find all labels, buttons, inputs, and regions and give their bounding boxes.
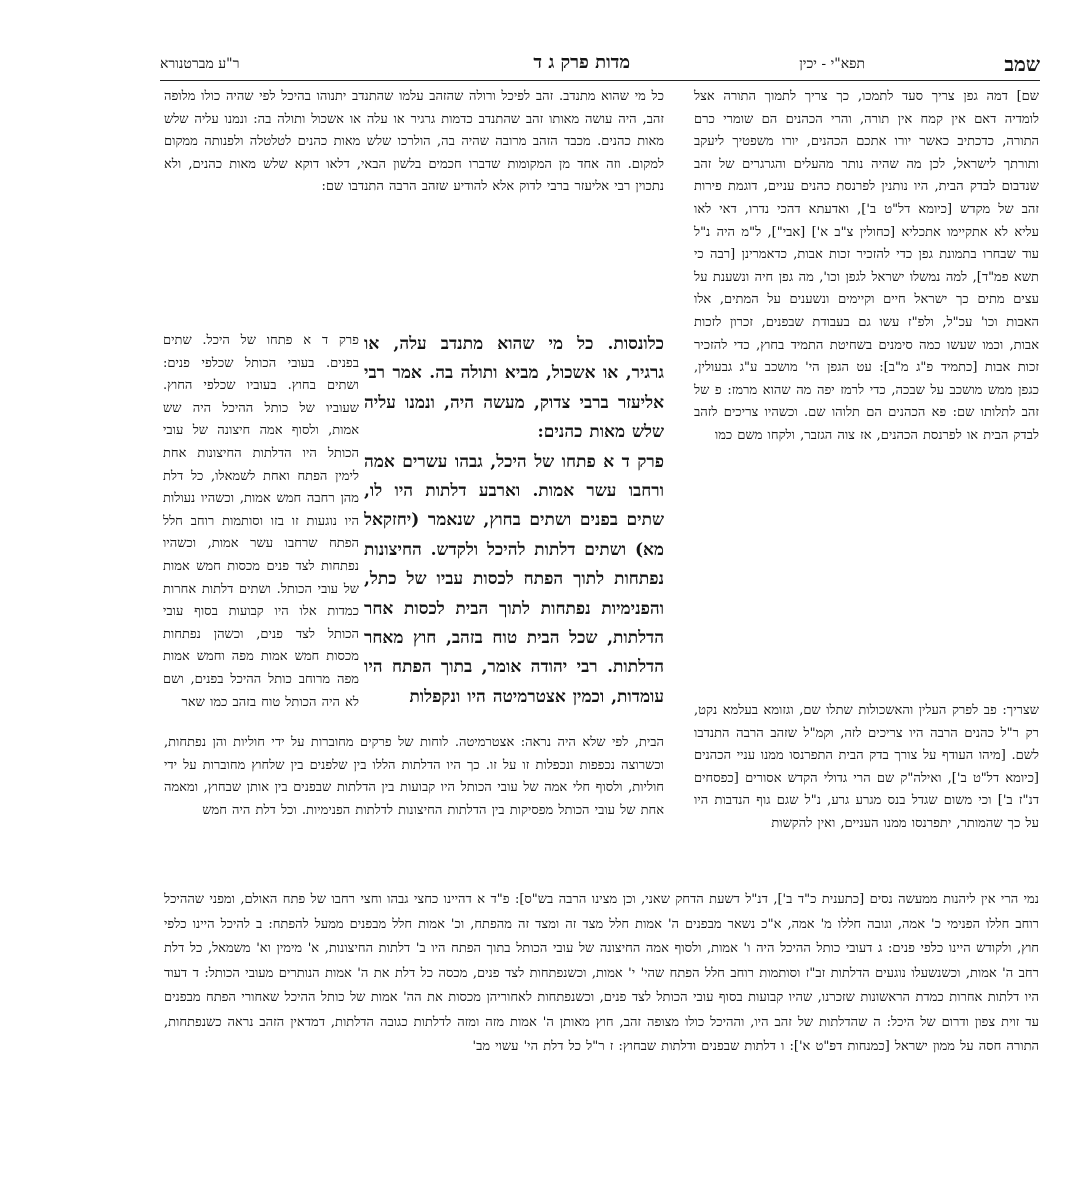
tractate-title: מדות פרק ג ד	[533, 52, 630, 73]
mishna-text	[364, 330, 664, 720]
commentary-label-yachin: תפא"י - יכין	[799, 56, 865, 72]
page-number: שמב	[1004, 52, 1040, 76]
bartenura-commentary-side	[163, 330, 359, 730]
yachin-commentary-lower	[694, 700, 1039, 836]
tifferet-text: נמי הרי אין ליהנות ממעשה נסים [כתענית כ"ד ב'], דנ"ל דשעת הדחק שאני, וכן מצינו הרבה בש"ס]: פ"ד א דהיינו כחצי גבהו וחצי רחבו של פתח האולם, ומפני שההיכל רוחב חללו הפנימי כ' אמה, וגובה חללו מ' אמה, א"כ נשאר מבפנים ה' אמות חלל מצד זה ומצד זה מהפתח, וכ' אמות חלל מבפנים ממעל להפתח: ב להיכל היינו כלפי חוץ, ולקודש היינו כלפי פנים: ג דעובי כותל ההיכל היה ו' אמות, ולסוף אמה החיצונה של עובי הכותל בתוך הפתח היו ב' דלתות החיצונות, א' מימין וא' משמאל, כל דלת רחב ה' אמות, וכשנשעלו נוגעים הדלתות זב"ז וסותמות רוחב חלל הפתח שהי' י' אמות, וכשנפתחות לצד פנים, מכסה כל דלת את ה' אמות הנותרים מעובי הכותל: ד דעוד היו דלתות אחרות כמדת הראשונות שזכרנו, שהיו קבועות בסוף עובי הכותל לצד פנים, וכשנפתחות לאחוריהן מכסות את הה' אמות של כותל ההיכל שאחורי הפתח מבפנים עד זוית צפון ודרום של היכל: ה שהדלתות של זהב היו, וההיכל כולו מצופה זהב, חוץ מאותן ה' אמות מזה ומזה לדלתות כגובה הדלתות, דמדאין הזהב נראה כשנפתחות, התורה חסה על ממון ישראל [כמנחות דפ"ט א']: ו דלתות שבפנים ודלתות שבחוץ: ז ר"ל כל דלת הי' עשוי מב'	[164, 892, 1039, 1054]
bartenura-commentary-top	[164, 86, 664, 199]
bartenura-text-bottom: הבית, לפי שלא היה נראה: אצטרמיטה. לוחות של פרקים מחוברות על ידי חוליות והן נפתחות, וכשרוצה נכפפות ונכפלות זו על זו. כך היו הדלתות הללו בין שלפנים בין שלחוץ מחוברות על ידי חוליות, ולסוף חלי אמה של עובי הכותל היו קבועות בין הדלתות שבפנים בין אותן שבחוץ, ומאמה אחת של עובי הכותל מפסיקות בין הדלתות החיצונות לדלתות הפנימיות. וכל דלת היה חמש	[164, 735, 664, 818]
header-rule	[160, 80, 1040, 81]
bartenura-commentary-bottom	[164, 732, 664, 884]
mishna-part-1: כלונסות. כל מי שהוא מתנדב עלה, או גרגיר, או אשכול, מביא ותולה בה. אמר רבי אליעזר ברבי צדוק, מעשה היה, ונמנו עליה שלש מאות כהנים:	[364, 334, 664, 443]
tifferet-commentary	[164, 888, 1039, 1138]
running-header	[160, 52, 1040, 78]
yachin-commentary-upper	[694, 86, 1039, 448]
commentary-label-bartenura: ר"ע מברטנורא	[160, 56, 240, 72]
bartenura-text-top: כל מי שהוא מתנדב. זהב לפיכל ורולה שהזהב עלמו שהתנדב יתנוהו בהיכל לפי שהיה כולו מלופה זהב, היה עושה מאותו זהב שהתנדב כדמות גרגיר או עלה או אשכול ותולה בה: ונמנו עליה שלש מאות כהנים. מכבד הזהב מרובה שהיה בה, הולרכו שלש מאות כהנים לטלטלה ולפנותה ממקום למקום. וזה אחד מן המקומות שדברו חכמים בלשון הבאי, דלאו דוקא שלש מאות כהנים, ולא נתכוין רבי אליעזר ברבי לדוק אלא להודיע שזהב הרבה התנדבו שם:	[164, 89, 664, 195]
mishna-part-2: פרק ד א פתחו של היכל, גבהו עשרים אמה ורחבו עשר אמות. וארבע דלתות היו לו, שתים בפנים ושתים בחוץ, שנאמר (יחזקאל מא) ושתים דלתות להיכל ולקדש. החיצונות נפתחות לתוך הפתח לכסות עביו של כתל, והפנימיות נפתחות לתוך הבית לכסות אחר הדלתות, שכל הבית טוח בזהב, חוץ מאחר הדלתות. רבי יהודה אומר, בתוך הפתח היו עומדות, וכמין אצטרמיטה היו ונקפלות	[364, 451, 664, 707]
yachin-text-upper: שם] דמה גפן צריך סעד לתמכו, כך צריך לתמוך התורה אצל לומדיה דאם אין קמח אין תורה, והרי הכהנים הם שומרי כרם התורה, כדכתיב כאשר יורו אתכם הכהנים, יורו משפטיך ליעקב ותורתך לישראל, לכן מה שהיה נותר מהעלים והגרגרים של זהב שנדבום לבדק הבית, היו נותנין לפרנסת כהנים עניים, דוגמת פירות זהב של מקדש [כיומא דל"ט ב'], ואדעתא דהכי נדרו, דאי לאו עליא לא אתקיימו אתכליא [כחולין צ"ב א'] [אבי"], ל"מ היה נ"ל עוד שבחרו בתמונת גפן כדי להזכיר זכות אבות, כדאמרינן [רבה כי תשא פמ"ד], למה נמשלו ישראל לגפן וכו', מה גפן חיה ונשענת על עצים מתים כך ישראל חיים וקיימים ונשענים על המתים, אלו האבות וכו' עכ"ל, ולפ"ז עשו גם בעבודת שבפנים, זכרון לזכות אבות, וכמו שעשו כמה סימנים בשחיטת התמיד בחוץ, כדי להזכיר זכות אבות [כתמיד פ"ג מ"ב]: עט הגפן הי' מושכב ע"ג גבעולין, כגפן ממש מושכב על שבכה, כדי לרמז יפה מה שהוא מרמז: פ של זהב לתלותו שם: פא הכהנים הם תלוהו שם. וכשהיו צריכים לזהב לבדק הבית או לפרנסת הכהנים, אז צוה הגזבר, ולקחו משם כמו	[694, 89, 1039, 443]
yachin-text-lower: שצריך: פב לפרק העלין והאשכולות שתלו שם, וגזומא בעלמא נקט, רק ר"ל כהנים הרבה היו צריכים לזה, וקמ"ל שזהב הרבה התנדבו לשם. [מיהו העודף על צורך בדק הבית התפרנסו ממנו עניי הכהנים [כיומא דל"ט ב'], ואילה"ק שם הרי גדולי הקדש אסורים [כפסחים דנ"ז ב'] וכי משום שגדל בנס מגרע גרע, נ"ל שגם גוף הנדבות היו על כך שהמותר, יתפרנסו ממנו העניים, ואין להקשות	[694, 703, 1039, 831]
bartenura-text-side: פרק ד א פתחו של היכל. שתים בפנים. בעובי הכותל שכלפי פנים: ושתים בחוץ. בעוביו שכלפי החוץ. שעוביו של כותל ההיכל היה שש אמות, ולסוף אמה חיצונה של עובי הכותל היו הדלתות החיצונות אחת לימין הפתח ואחת לשמאלו, כל דלת מהן רחבה חמש אמות, וכשהיו נעולות היו נוגעות זו בזו וסותמות רוחב חלל הפתח שרחבו עשר אמות, וכשהיו נפתחות לצד פנים מכסות חמש אמות של עובי הכותל. ושתים דלתות אחרות כמדות אלו היו קבועות בסוף עובי הכותל לצד פנים, וכשהן נפתחות מכסות חמש אמות מפה וחמש אמות מפה מרוחב כותל ההיכל בפנים, ושם לא היה הכותל טוח בזהב כמו שאר	[163, 333, 359, 710]
